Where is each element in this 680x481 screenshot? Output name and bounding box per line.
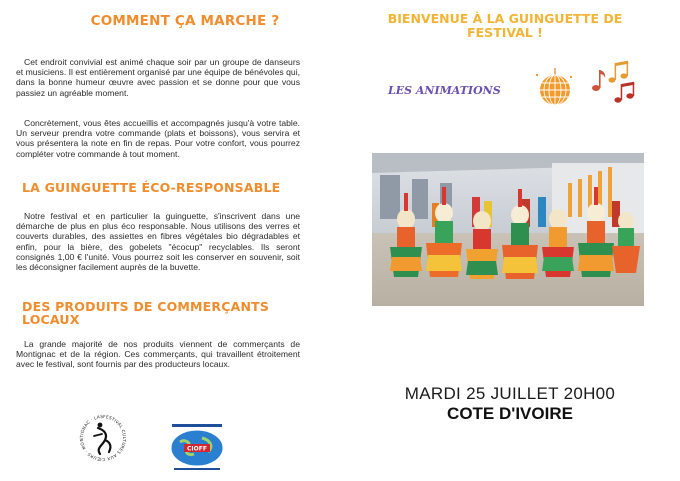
- section-text-how-it-works-2: Concrètement, vous êtes accueillis et accompagnés jusqu'à votre table. Un serveur prendra votre commande (plats et boissons), vous servira et vous présentera la note en fin de repas. Pour votre confort, vous pourrez compléter votre commande à tout moment.: [16, 118, 300, 159]
- cioff-logo: [158, 418, 236, 474]
- svg-text:CIOFF: CIOFF: [187, 445, 207, 453]
- event-country: COTE D'IVOIRE: [447, 404, 573, 423]
- welcome-title: BIENVENUE À LA GUINGUETTE DE FESTIVAL !: [387, 11, 623, 40]
- music-notes-icon: [590, 60, 636, 108]
- dancers-photo: [372, 153, 644, 306]
- section-text-eco: Notre festival et en particulier la guinguette, s'inscrivent dans une démarche de plus en plus éco responsable. Nous utilisons des verres et couverts durables, des assiettes en fibres végétales bio dégradables et enfin, pour la bière, des gobelets "écocup" recyclables. Ils seront consignés 1,00 € l'unité. Vous pourrez soit les conserver en souvenir, soit les déconsigner facilement auprès de la buvette.: [16, 211, 300, 273]
- svg-text:FESTIVAL CULTURES AUX CŒURS ·: FESTIVAL CULTURES AUX CŒURS · MONTIGNAC · LAS: [78, 413, 127, 463]
- section-title-local: DES PRODUITS DE COMMERÇANTS LOCAUX: [22, 299, 270, 328]
- animations-label: LES ANIMATIONS: [388, 84, 501, 97]
- section-text-how-it-works: Cet endroit convivial est animé chaque soir par un groupe de danseurs et musiciens. Il est entièrement organisé par une équipe de bénévoles qui, dans la bonne humeur œuvre avec passion et se donne pour que vous passiez un agréable moment.: [16, 57, 300, 98]
- section-title-how-it-works: COMMENT ÇA MARCHE ?: [90, 13, 280, 29]
- disco-ball-icon: [536, 68, 574, 108]
- section-title-eco: LA GUINGUETTE ÉCO-RESPONSABLE: [22, 180, 281, 195]
- festival-logo: [78, 410, 128, 472]
- section-text-local: La grande majorité de nos produits viennent de commerçants de Montignac et de la région. Ces commerçants, qui travaillent étroitement avec le festival, sont fournis par des producteurs locaux.: [16, 339, 300, 370]
- event-date: MARDI 25 JUILLET 20H00: [404, 384, 616, 403]
